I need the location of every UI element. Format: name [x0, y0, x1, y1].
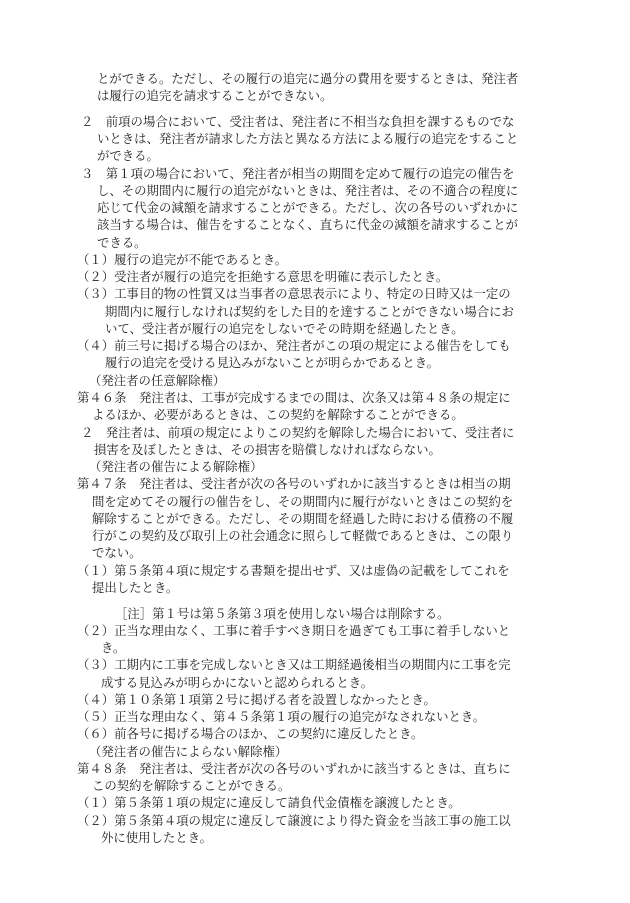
text-line: ３ 第１項の場合において、発注者が相当の期間を定めて履行の追完の催告を	[81, 166, 515, 181]
text-line: 提出したとき。	[92, 580, 179, 595]
text-line: し、その期間内に履行の追完がないときは、発注者は、その不適合の程度に	[97, 183, 519, 198]
article-line: 第４７条 発注者は、受注者が次の各号のいずれかに該当するときは相当の期	[77, 476, 511, 491]
text-line: （３）工期内に工事を完成しないとき又は工期経過後相当の期間内に工事を完	[77, 657, 511, 672]
text-line: よるほか、必要があるときは、この契約を解除することができる。	[92, 407, 464, 422]
text-line: （１）第５条第１項の規定に違反して請負代金債権を譲渡したとき。	[77, 795, 461, 810]
text-line: 期間内に履行しなければ契約をした目的を達することができない場合にお	[105, 304, 514, 319]
article-line: 第４６条 発注者は、工事が完成するまでの間は、次条又は第４８条の規定に	[77, 390, 511, 405]
text-line: 間を定めてその履行の催告をし、その期間内に履行がないときはこの契約を	[92, 494, 514, 509]
text-line: （６）前各号に掲げる場合のほか、この契約に違反したとき。	[77, 726, 424, 741]
text-line: とができる。ただし、その履行の追完に過分の費用を要するときは、発注者	[97, 71, 519, 86]
text-line: 行がこの契約及び取引上の社会通念に照らして軽微であるときは、この限り	[92, 528, 514, 543]
section-heading: （発注者の催告によらない解除権）	[89, 744, 288, 759]
text-line: この契約を解除することができる。	[92, 778, 291, 793]
text-line: 成する見込みが明らかにないと認められるとき。	[101, 675, 374, 690]
text-line: でない。	[92, 545, 142, 560]
text-line: ができる。	[97, 148, 159, 163]
text-line: （２）受注者が履行の追完を拒絶する意思を明確に表示したとき。	[77, 269, 449, 284]
text-line: 外に使用したとき。	[101, 830, 213, 845]
text-line: ２ 発注者は、前項の規定によりこの契約を解除した場合において、受注者に	[81, 425, 515, 440]
text-line: き。	[101, 640, 126, 655]
article-line: 第４８条 発注者は、受注者が次の各号のいずれかに該当するときは、直ちに	[77, 761, 511, 776]
text-line: は履行の追完を請求することができない。	[97, 88, 333, 103]
text-line: （２）正当な理由なく、工事に着手すべき期日を過ぎても工事に着手しないと	[77, 623, 511, 638]
text-line: （４）第１０条第１項第２号に掲げる者を設置しなかったとき。	[77, 692, 436, 707]
text-line: できる。	[97, 235, 147, 250]
text-line: 応じて代金の減額を請求することができる。ただし、次の各号のいずれかに	[97, 200, 519, 215]
section-heading: （発注者の催告による解除権）	[89, 459, 263, 474]
text-line: いときは、発注者が請求した方法と異なる方法による履行の追完をすること	[97, 131, 519, 146]
text-line: （１）第５条第４項に規定する書類を提出せず、又は虚偽の記載をしてこれを	[77, 563, 510, 578]
text-line: （２）第５条第４項の規定に違反して譲渡により得た資金を当該工事の施工以	[77, 813, 511, 828]
text-line: 該当する場合は、催告をすることなく、直ちに代金の減額を請求することが	[97, 217, 519, 232]
text-line: 損害を及ぼしたときは、その損害を賠償しなければならない。	[94, 442, 441, 457]
text-line: （１）履行の追完が不能であるとき。	[77, 252, 288, 267]
text-line: （４）前三号に掲げる場合のほか、発注者がこの項の規定による催告をしても	[77, 338, 511, 353]
section-heading: （発注者の任意解除権）	[89, 373, 226, 388]
text-line: （３）工事目的物の性質又は当事者の意思表示により、特定の日時又は一定の	[77, 286, 511, 301]
text-line: 履行の追完を受ける見込みがないことが明らかであるとき。	[105, 355, 440, 370]
note-line: ［注］第１号は第５条第３項を使用しない場合は削除する。	[115, 606, 450, 621]
text-line: 解除することができる。ただし、その期間を経過した時における債務の不履	[92, 511, 514, 526]
text-line: いて、受注者が履行の追完をしないでその時期を経過したとき。	[105, 321, 464, 336]
text-line: （５）正当な理由なく、第４５条第１項の履行の追完がなされないとき。	[77, 709, 486, 724]
text-line: ２ 前項の場合において、受注者は、発注者に不相当な負担を課するものでな	[81, 114, 515, 129]
